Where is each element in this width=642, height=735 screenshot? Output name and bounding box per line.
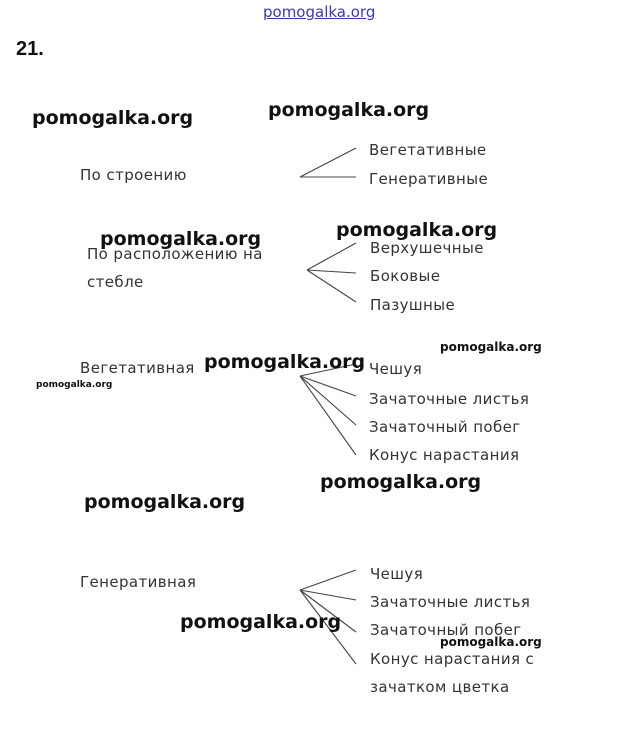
vegetative-branch-shoot: Зачаточный побег <box>369 418 521 436</box>
watermark: pomogalka.org <box>336 219 498 241</box>
generative-branch-leaves: Зачаточные листья <box>370 593 531 611</box>
connector-line <box>300 376 356 396</box>
connector-line <box>300 590 356 600</box>
vegetative-branch-scales: Чешуя <box>369 360 423 378</box>
branch-generative-buds: Генеративные <box>369 170 489 188</box>
connector-line <box>307 243 356 270</box>
connector-line <box>300 148 356 177</box>
generative-branch-shoot: Зачаточный побег <box>370 621 522 639</box>
watermark: pomogalka.org <box>100 228 262 250</box>
vegetative-branch-growth-cone: Конус нарастания <box>369 446 520 464</box>
generative-branch-growth-cone: Конус нарастания с <box>370 650 535 668</box>
watermark: pomogalka.org <box>84 491 246 513</box>
branch-lateral: Боковые <box>370 267 441 285</box>
watermark: pomogalka.org <box>320 471 482 493</box>
connector-line <box>300 376 356 455</box>
branch-vegetative-buds: Вегетативные <box>369 141 487 159</box>
branch-axillary: Пазушные <box>370 296 456 314</box>
watermark: pomogalka.org <box>36 380 113 390</box>
connector-line <box>300 570 356 590</box>
generative-branch-growth-cone-line2: зачатком цветка <box>370 678 510 696</box>
connector-line <box>300 376 356 425</box>
watermark: pomogalka.org <box>268 99 430 121</box>
connector-line <box>307 270 356 273</box>
task-number: 21. <box>16 38 44 60</box>
branch-apical: Верхушечные <box>370 239 484 257</box>
connector-line <box>307 270 356 302</box>
watermark: pomogalka.org <box>204 351 366 373</box>
watermark: pomogalka.org <box>440 635 542 649</box>
watermark: pomogalka.org <box>440 340 542 354</box>
watermark: pomogalka.org <box>180 611 342 633</box>
category-structure: По строению <box>80 166 187 184</box>
vegetative-branch-leaves: Зачаточные листья <box>369 390 530 408</box>
site-link[interactable]: pomogalka.org <box>263 3 376 21</box>
category-position-line2: стебле <box>87 273 144 291</box>
generative-branch-scales: Чешуя <box>370 565 424 583</box>
category-vegetative: Вегетативная <box>80 359 195 377</box>
category-generative: Генеративная <box>80 573 197 591</box>
category-position-line1: По расположению на <box>87 245 263 263</box>
watermark: pomogalka.org <box>32 107 194 129</box>
